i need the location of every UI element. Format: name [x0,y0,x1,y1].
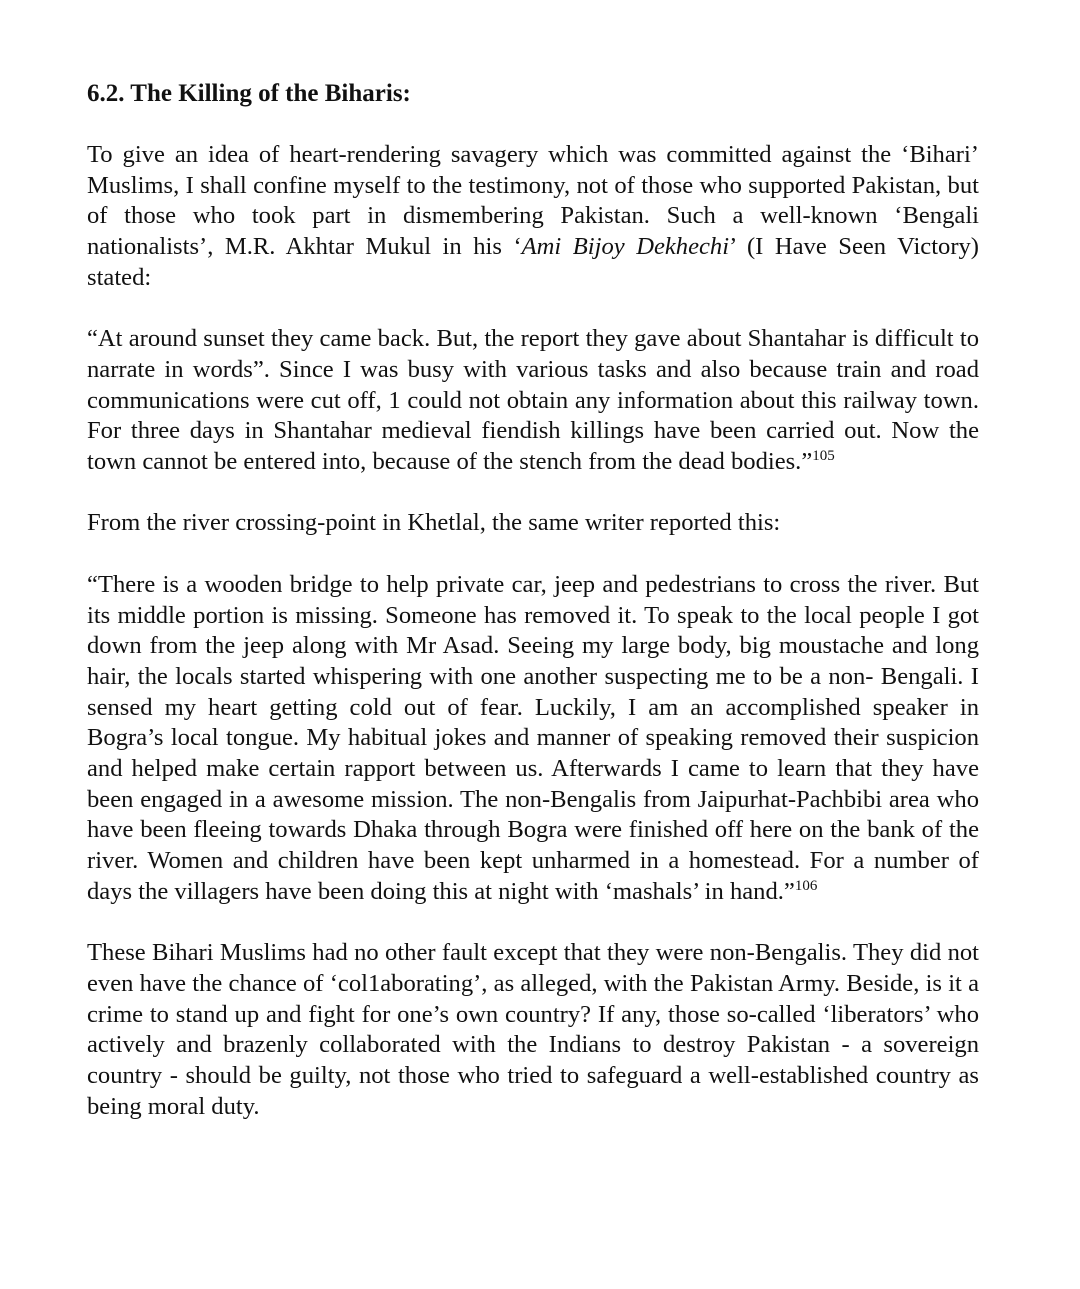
quote-shantahar-text: “At around sunset they came back. But, the report they gave about Shantahar is difficult to narrate in words”. Since I was busy with various tasks and also because train and road communications were cut off, 1 could not obtain any information about this railway town. For three days in Shantahar medieval fiendish killings have been carried out. Now the town cannot be entered into, because of the stench from the dead bodies.” [87,325,979,476]
quote-khetlal-text: “There is a wooden bridge to help private car, jeep and pedestrians to cross the river. But its middle portion is missing. Someone has removed it. To speak to the local people I got down from the jeep along with Mr Asad. Seeing my large body, big moustache and long hair, the locals started whispering with one another suspecting me to be a non- Bengali. I sensed my heart getting cold out of fear. Luckily, I am an accomplished speaker in Bogra’s local tongue. My habitual jokes and manner of speaking removed their suspicion and helped make certain rapport between us. Afterwards I came to learn that they have been engaged in a awesome mission. The non-Bengalis from Jaipurhat-Pachbibi area who have been fleeing towards Dhaka through Bogra were finished off here on the bank of the river. Women and children have been kept unharmed in a homestead. For a number of days the villagers have been doing this at night with ‘mashals’ in hand.” [87,570,979,905]
book-title: Ami Bijoy Dekhechi [521,233,730,261]
quote-khetlal [87,570,979,908]
intro-text-end: ’ (I Have Seen Victory) stated: [87,233,979,291]
intro-paragraph [87,140,979,294]
khetlal-paragraph: From the river crossing-point in Khetlal, the same writer reported this: [87,509,781,537]
document-page [87,78,979,1153]
quote-shantahar [87,324,979,478]
conclusion-paragraph: These Bihari Muslims had no other fault except that they were non-Bengalis. They did not even have the chance of ‘col1aborating’, as alleged, with the Pakistan Army. Beside, is it a crime to stand up and fight for one’s own country? If any, those so-called ‘liberators’ who actively and brazenly collaborated with the Indians to destroy Pakistan - a sovereign country - should be guilty, not those who tried to safeguard a well-established country as being moral duty. [87,939,979,1120]
intro-text: To give an idea of heart-rendering savagery which was committed against the ‘Bihari’ Muslims, I shall confine myself to the testimony, not of those who supported Pakistan, but of those who took part in dismembering Pakistan. Such a well-known ‘Bengali nationalists’, M.R. Akhtar Mukul in his ‘ [87,141,979,261]
footnote-105: 105 [812,448,835,465]
footnote-106: 106 [794,877,818,894]
section-heading: 6.2. The Killing of the Biharis: [87,80,411,107]
